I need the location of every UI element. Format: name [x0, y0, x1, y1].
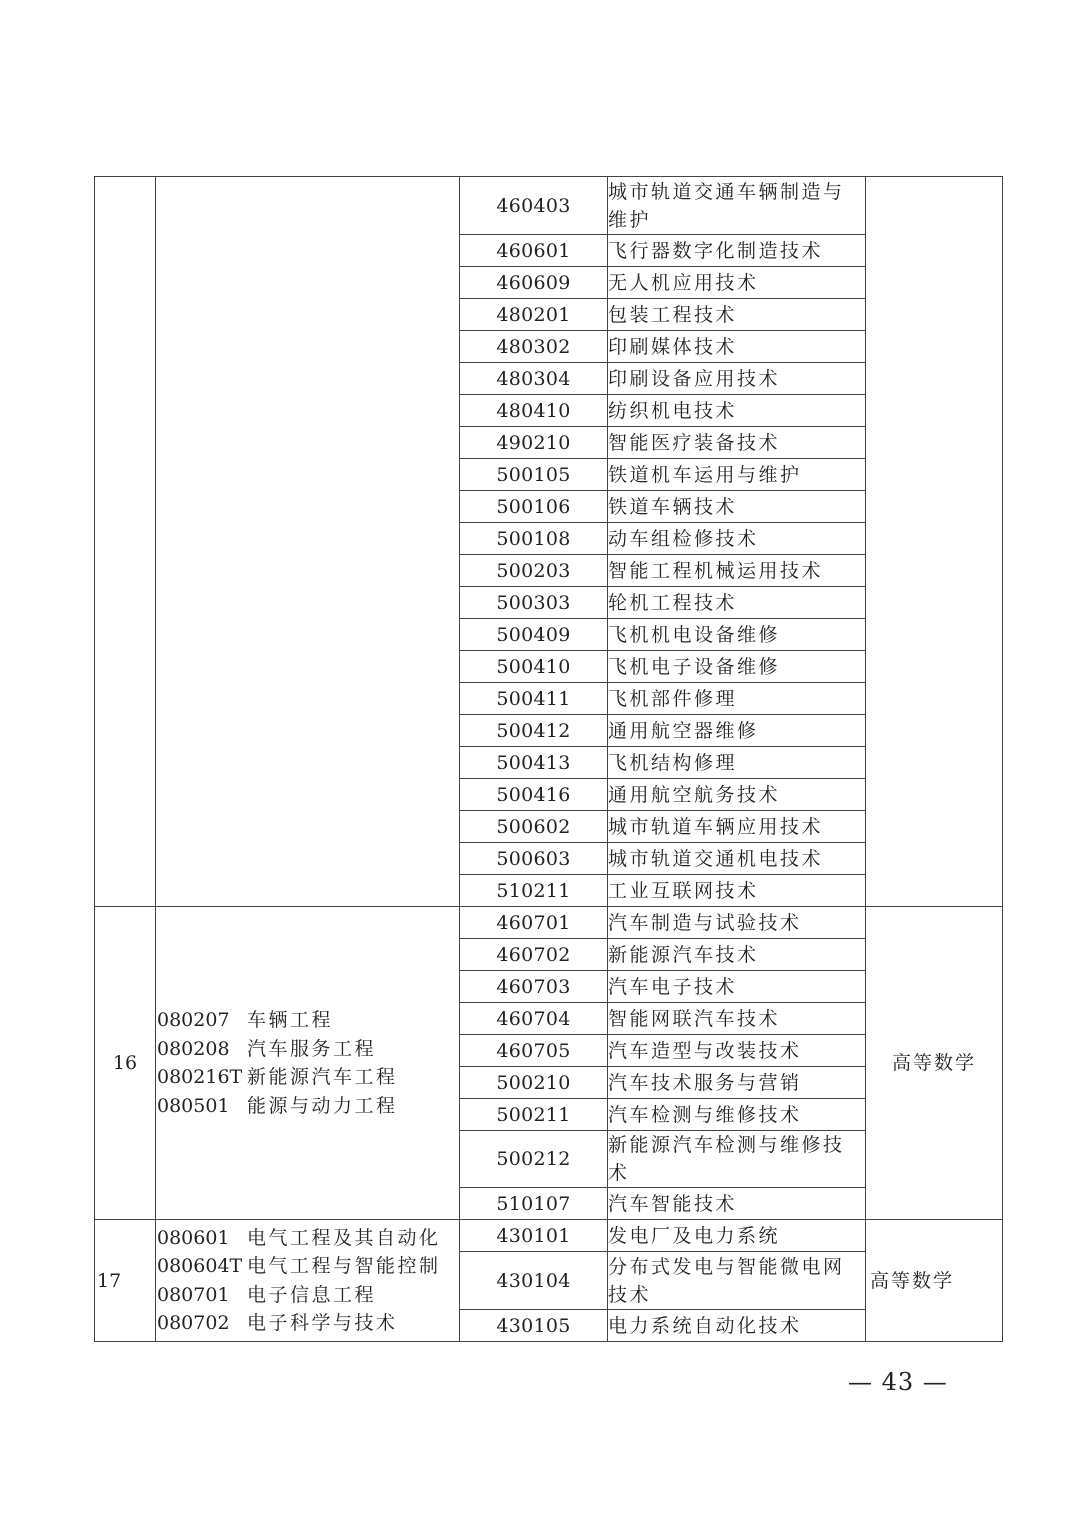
program-code: 460701 — [460, 907, 608, 939]
major-name: 电子信息工程 — [247, 1283, 377, 1306]
program-code: 480302 — [460, 331, 608, 363]
table-row — [95, 907, 1003, 939]
program-name: 发电厂及电力系统 — [608, 1220, 866, 1252]
program-code: 460403 — [460, 177, 608, 235]
program-code: 460704 — [460, 1003, 608, 1035]
program-code: 460702 — [460, 939, 608, 971]
section-number — [95, 177, 156, 907]
program-code: 500602 — [460, 811, 608, 843]
program-code: 500412 — [460, 715, 608, 747]
exam-subject: 高等数学 — [866, 907, 1003, 1220]
program-name: 城市轨道车辆应用技术 — [608, 811, 866, 843]
program-name: 汽车电子技术 — [608, 971, 866, 1003]
major-entry — [156, 1006, 459, 1035]
program-name: 智能医疗装备技术 — [608, 427, 866, 459]
program-name: 飞机电子设备维修 — [608, 651, 866, 683]
program-code: 500211 — [460, 1099, 608, 1131]
program-code: 500409 — [460, 619, 608, 651]
program-code: 500410 — [460, 651, 608, 683]
program-name: 汽车技术服务与营销 — [608, 1067, 866, 1099]
program-code: 430101 — [460, 1220, 608, 1252]
major-code: 080604T — [157, 1255, 243, 1277]
program-name: 城市轨道交通机电技术 — [608, 843, 866, 875]
table-row — [95, 177, 1003, 235]
major-entry — [156, 1309, 459, 1338]
major-name: 电子科学与技术 — [247, 1312, 398, 1334]
program-name: 新能源汽车技术 — [608, 939, 866, 971]
majors-table — [94, 176, 1003, 1342]
program-name: 印刷设备应用技术 — [608, 363, 866, 395]
major-name: 电气工程及其自动化 — [247, 1226, 441, 1249]
program-code: 460703 — [460, 971, 608, 1003]
program-name: 汽车制造与试验技术 — [608, 907, 866, 939]
program-code: 500212 — [460, 1131, 608, 1188]
program-name: 飞机结构修理 — [608, 747, 866, 779]
major-entry — [156, 1063, 459, 1092]
program-name: 纺织机电技术 — [608, 395, 866, 427]
major-code: 080216T — [157, 1066, 243, 1088]
exam-subject — [866, 177, 1003, 907]
major-code: 080702 — [157, 1312, 230, 1334]
major-name: 能源与动力工程 — [247, 1094, 398, 1117]
table-body — [95, 177, 1003, 1342]
program-name: 电力系统自动化技术 — [608, 1310, 866, 1342]
program-name: 铁道车辆技术 — [608, 491, 866, 523]
program-code: 480304 — [460, 363, 608, 395]
undergraduate-majors-cell — [156, 177, 460, 907]
major-entry — [156, 1252, 459, 1281]
program-name: 飞机机电设备维修 — [608, 619, 866, 651]
program-name: 汽车智能技术 — [608, 1188, 866, 1220]
major-name: 电气工程与智能控制 — [247, 1255, 441, 1277]
program-name: 城市轨道交通车辆制造与维护 — [608, 177, 866, 235]
program-code: 510211 — [460, 875, 608, 907]
program-name: 汽车检测与维修技术 — [608, 1099, 866, 1131]
program-name: 印刷媒体技术 — [608, 331, 866, 363]
program-code: 500105 — [460, 459, 608, 491]
program-name: 智能工程机械运用技术 — [608, 555, 866, 587]
program-name: 包装工程技术 — [608, 299, 866, 331]
section-number: 17 — [95, 1220, 156, 1342]
program-code: 500203 — [460, 555, 608, 587]
program-code: 460705 — [460, 1035, 608, 1067]
section-number: 16 — [95, 907, 156, 1220]
major-name: 新能源汽车工程 — [247, 1066, 398, 1088]
program-name: 智能网联汽车技术 — [608, 1003, 866, 1035]
undergraduate-majors-cell — [156, 907, 460, 1220]
major-name: 车辆工程 — [247, 1009, 334, 1031]
major-name: 汽车服务工程 — [247, 1037, 377, 1060]
table-row — [95, 1220, 1003, 1252]
program-name: 分布式发电与智能微电网技术 — [608, 1252, 866, 1310]
program-name: 无人机应用技术 — [608, 267, 866, 299]
program-code: 510107 — [460, 1188, 608, 1220]
program-code: 500106 — [460, 491, 608, 523]
program-code: 460609 — [460, 267, 608, 299]
major-code: 080501 — [157, 1094, 230, 1117]
program-name: 飞行器数字化制造技术 — [608, 235, 866, 267]
major-entry — [156, 1035, 459, 1064]
major-code: 080701 — [157, 1283, 230, 1306]
program-code: 500411 — [460, 683, 608, 715]
program-code: 500210 — [460, 1067, 608, 1099]
major-entry — [156, 1224, 459, 1253]
program-name: 工业互联网技术 — [608, 875, 866, 907]
exam-subject: 高等数学 — [866, 1220, 1003, 1342]
program-code: 490210 — [460, 427, 608, 459]
program-code: 500413 — [460, 747, 608, 779]
program-name: 飞机部件修理 — [608, 683, 866, 715]
major-code: 080207 — [157, 1009, 230, 1031]
program-code: 500303 — [460, 587, 608, 619]
program-code: 500416 — [460, 779, 608, 811]
undergraduate-majors-cell — [156, 1220, 460, 1342]
program-code: 500603 — [460, 843, 608, 875]
program-name: 通用航空航务技术 — [608, 779, 866, 811]
program-code: 480201 — [460, 299, 608, 331]
major-entry — [156, 1281, 459, 1310]
page-number: — 43 — — [848, 1368, 948, 1396]
program-code: 500108 — [460, 523, 608, 555]
program-name: 铁道机车运用与维护 — [608, 459, 866, 491]
program-code: 480410 — [460, 395, 608, 427]
major-code: 080601 — [157, 1226, 230, 1249]
program-code: 430104 — [460, 1252, 608, 1310]
program-code: 460601 — [460, 235, 608, 267]
program-name: 新能源汽车检测与维修技术 — [608, 1131, 866, 1188]
program-name: 通用航空器维修 — [608, 715, 866, 747]
major-entry — [156, 1092, 459, 1121]
program-name: 轮机工程技术 — [608, 587, 866, 619]
program-code: 430105 — [460, 1310, 608, 1342]
program-name: 动车组检修技术 — [608, 523, 866, 555]
program-name: 汽车造型与改装技术 — [608, 1035, 866, 1067]
major-code: 080208 — [157, 1037, 230, 1060]
